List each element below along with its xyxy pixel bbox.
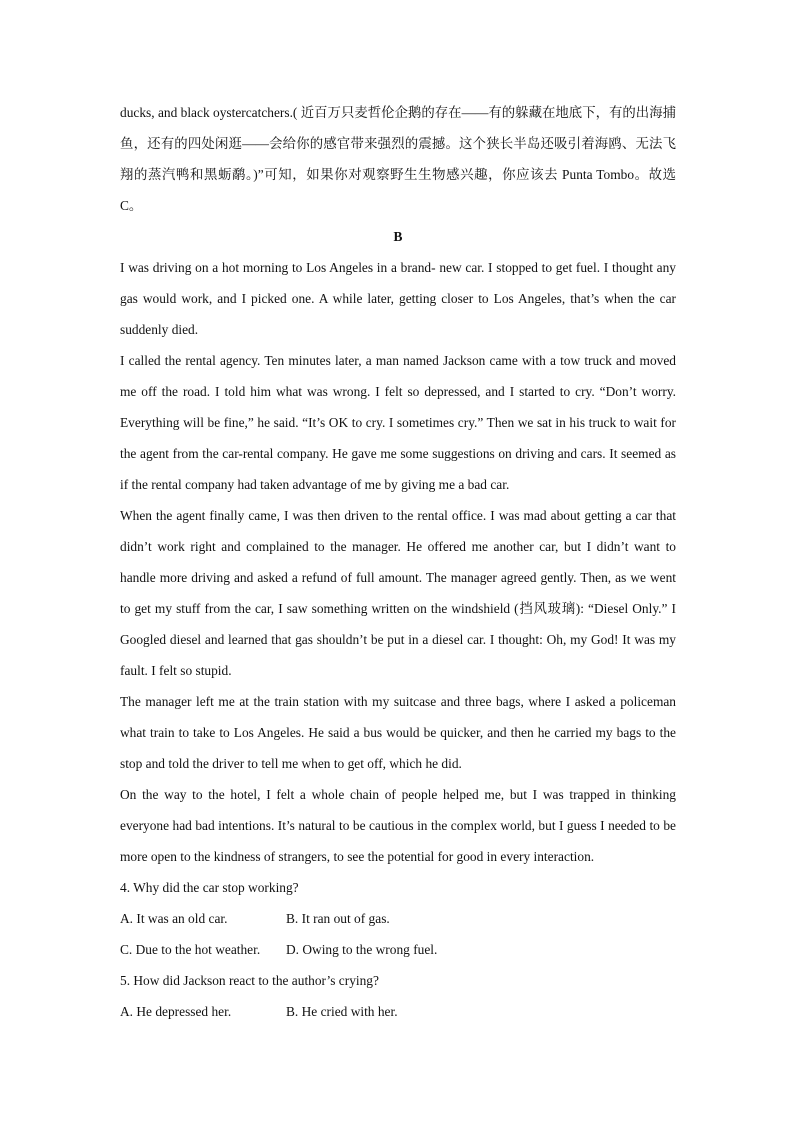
question-4-option-c: C. Due to the hot weather.: [120, 942, 261, 957]
question-5-stem: 5. How did Jackson react to the author’s crying?: [120, 973, 379, 988]
question-4-option-a: A. It was an old car.: [120, 911, 228, 926]
question-5-option-a: A. He depressed her.: [120, 1004, 232, 1019]
question-5-options-row-1: [120, 996, 676, 1027]
passage-paragraph-4: The manager left me at the train station with my suitcase and three bags, where I asked a policeman what train to take to Los Angeles. He said a bus would be quicker, and then he carried my bags to the stop and told the driver to tell me when to get off, which he did.: [120, 694, 676, 771]
previous-answer-explanation: ducks, and black oystercatchers.( 近百万只麦哲伦企鹅的存在——有的躲藏在地底下，有的出海捕鱼，还有的四处闲逛——会给你的感官带来强烈的震撼。这个狭长半岛还吸引着海鸥、无法飞翔的蒸汽鸭和黑蛎鹬。)”可知，如果你对观察野生生物感兴趣，你应该去 Punta Tombo。故选 C。: [120, 105, 676, 213]
question-4-options-row-1: [120, 903, 676, 934]
page-content: [120, 97, 676, 1027]
passage-paragraph-5: On the way to the hotel, I felt a whole chain of people helped me, but I was trapped in thinking everyone had bad intentions. It’s natural to be cautious in the complex world, but I guess I needed to be more open to the kindness of strangers, to see the potential for good in every interaction.: [120, 787, 676, 864]
passage-paragraph-1: I was driving on a hot morning to Los Angeles in a brand- new car. I stopped to get fuel. I thought any gas would work, and I picked one. A while later, getting closer to Los Angeles, that’s when the car suddenly died.: [120, 260, 676, 337]
passage-paragraph-2: I called the rental agency. Ten minutes later, a man named Jackson came with a tow truck and moved me off the road. I told him what was wrong. I felt so depressed, and I started to cry. “Don’t worry. Everything will be fine,” he said. “It’s OK to cry. I sometimes cry.” Then we sat in his truck to wait for the agent from the car-rental company. He gave me some suggestions on driving and cars. It seemed as if the rental company had taken advantage of me by giving me a bad car.: [120, 353, 676, 492]
question-4-option-d: D. Owing to the wrong fuel.: [286, 942, 438, 957]
question-5-option-b: B. He cried with her.: [286, 1004, 398, 1019]
question-4-stem: 4. Why did the car stop working?: [120, 880, 299, 895]
section-heading: B: [393, 229, 403, 244]
question-4-option-b: B. It ran out of gas.: [286, 911, 390, 926]
passage-paragraph-3: When the agent finally came, I was then driven to the rental office. I was mad about getting a car that didn’t work right and complained to the manager. He offered me another car, but I didn’t want to handle more driving and asked a refund of full amount. The manager agreed gently. Then, as we went to get my stuff from the car, I saw something written on the windshield (挡风玻璃): “Diesel Only.” I Googled diesel and learned that gas shouldn’t be put in a diesel car. I thought: Oh, my God! It was my fault. I felt so stupid.: [120, 508, 676, 678]
question-4-options-row-2: [120, 934, 676, 965]
